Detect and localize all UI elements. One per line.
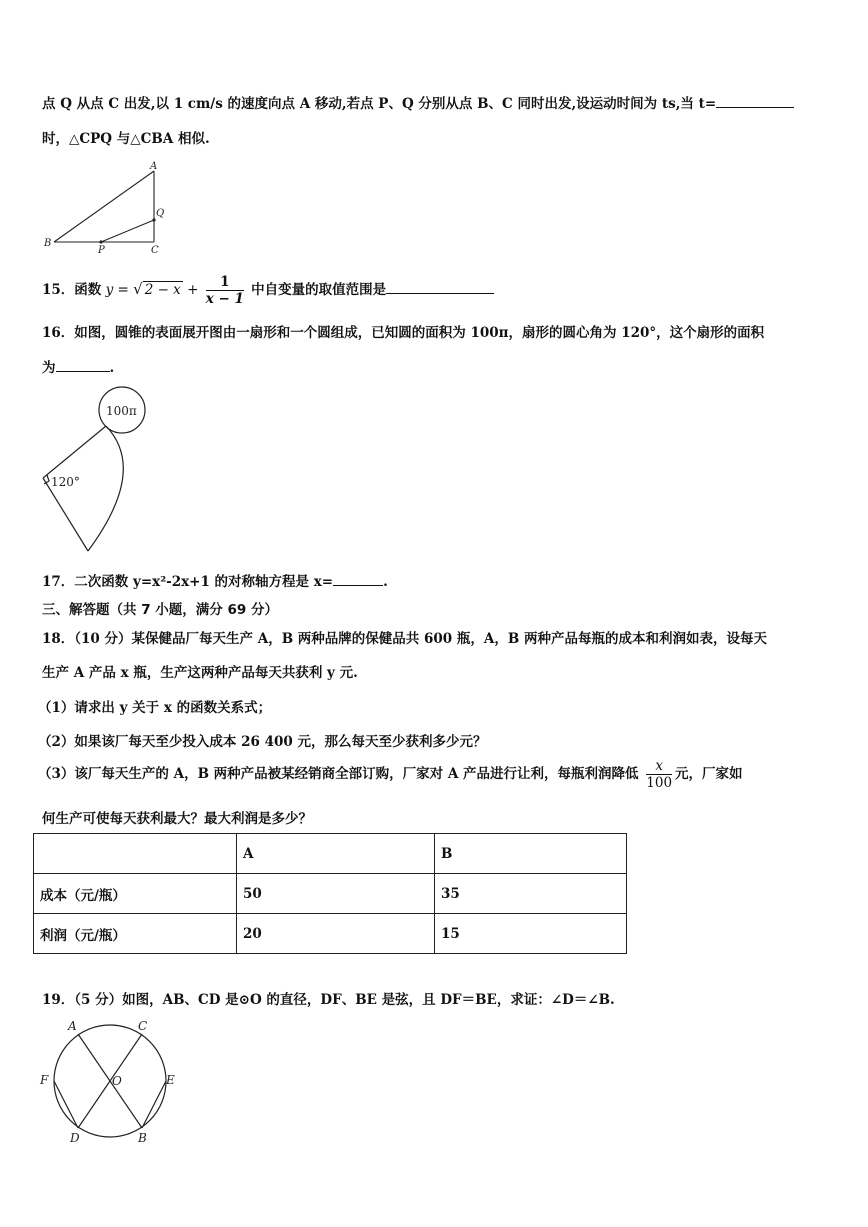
label-a: A <box>68 1019 77 1033</box>
q17-line <box>42 570 388 590</box>
table-cell: 20 <box>237 914 435 954</box>
circle-figure <box>38 1015 180 1145</box>
table-cell: 利润（元/瓶） <box>34 914 237 954</box>
q18-line1: 18．（10 分）某保健品厂每天生产 A，B 两种品牌的保健品共 600 瓶，A，B 两种产品每瓶的成本和利润如表，设每天 <box>42 631 767 647</box>
q15-prefix: 函数 <box>74 282 102 298</box>
q16-line2-suffix: . <box>109 360 115 376</box>
table-cell: 15 <box>435 914 627 954</box>
q19-line: 19．（5 分）如图，AB、CD 是⊙O 的直径，DF、BE 是弦，且 DF＝BE，求证：∠D＝∠B. <box>42 992 615 1008</box>
q18-sub3-suffix: 元，厂家如 <box>675 766 743 782</box>
chord-be <box>142 1081 166 1128</box>
q17-suffix: . <box>383 574 388 590</box>
q18-frac-den: 100 <box>646 775 673 791</box>
q18-line2: 生产 A 产品 x 瓶，生产这两种产品每天共获利 y 元. <box>42 665 358 681</box>
sector-arc <box>88 426 123 551</box>
sector-radius-top <box>43 426 106 478</box>
label-c: C <box>138 1019 148 1033</box>
q18-sub2: （2）如果该厂每天至少投入成本 26 400 元，那么每天至少获利多少元？ <box>38 734 487 750</box>
table-header-cell: A <box>237 834 435 874</box>
q17-answer-blank[interactable] <box>333 571 383 586</box>
q16-line2 <box>42 356 114 376</box>
table-row <box>34 914 627 954</box>
q15-sqrt-content: 2 − x <box>144 282 181 298</box>
q16-line1: 16．如图，圆锥的表面展开图由一扇形和一个圆组成，已知圆的面积为 100π，扇形的圆心角为 120°，这个扇形的面积 <box>42 325 765 341</box>
segment-pq <box>101 220 154 242</box>
angle-label: 120° <box>51 475 80 489</box>
q18-sub1: （1）请求出 y 关于 x 的函数关系式； <box>38 700 272 716</box>
triangle-figure <box>40 160 170 255</box>
q15-line: 15．函数 y = √ 2 − x + $\frac{1}{x - 1}$ 中自变量的取值范围是 <box>42 274 494 307</box>
q14-line1-text: 点 Q 从点 C 出发,以 1 cm/s 的速度向点 A 移动,若点 P、Q 分别从点 B、C 同时出发,设运动时间为 ts,当 t= <box>42 96 717 112</box>
q15-number: 15． <box>42 282 75 298</box>
q14-line2: 时，△CPQ 与△CBA 相似. <box>42 131 210 147</box>
table-cell: 35 <box>435 874 627 914</box>
q17-text: 17．二次函数 y=x²-2x+1 的对称轴方程是 x= <box>42 574 334 590</box>
q15-plus: + <box>187 282 199 298</box>
label-b: B <box>44 238 52 249</box>
cone-net-figure <box>38 385 158 557</box>
label-f: F <box>40 1073 49 1087</box>
table-cell: 成本（元/瓶） <box>34 874 237 914</box>
q18-sub3 <box>38 758 743 791</box>
q14-answer-blank[interactable] <box>716 93 794 108</box>
label-b: B <box>138 1131 147 1145</box>
label-q: Q <box>156 208 165 219</box>
q18-frac-num: x <box>646 758 672 775</box>
q18-sub3-line2: 何生产可使每天获利最大？最大利润是多少？ <box>42 811 312 827</box>
cost-profit-table <box>33 833 627 954</box>
q15-suffix: 中自变量的取值范围是 <box>251 282 387 298</box>
table-header-cell <box>34 834 237 874</box>
label-d: D <box>70 1131 80 1145</box>
table-header-row <box>34 834 627 874</box>
chord-df <box>54 1081 78 1128</box>
circle-label: 100π <box>106 404 137 418</box>
label-p: P <box>98 245 105 255</box>
table-header-cell: B <box>435 834 627 874</box>
label-a: A <box>150 161 158 172</box>
side-ba <box>54 171 154 242</box>
q15-y: y <box>105 282 114 298</box>
q15-fraction <box>206 274 244 307</box>
q15-frac-den: x − 1 <box>205 291 244 307</box>
q18-sub3-prefix: （3）该厂每天生产的 A，B 两种产品被某经销商全部订购，厂家对 A 产品进行让利，每瓶利润降低 <box>38 766 639 782</box>
label-e: E <box>166 1073 175 1087</box>
section-heading: 三、解答题（共 7 小题，满分 69 分） <box>42 602 278 618</box>
q16-answer-blank[interactable] <box>56 357 110 372</box>
q18-sub3-fraction <box>646 758 672 791</box>
q15-eq: = <box>117 282 129 298</box>
q15-answer-blank[interactable] <box>386 279 494 294</box>
label-o: O <box>112 1074 122 1088</box>
q14-line1 <box>42 92 794 112</box>
table-row <box>34 874 627 914</box>
label-c: C <box>151 245 159 255</box>
q16-line2-prefix: 为 <box>42 360 56 376</box>
table-cell: 50 <box>237 874 435 914</box>
q15-frac-num: 1 <box>206 274 244 291</box>
